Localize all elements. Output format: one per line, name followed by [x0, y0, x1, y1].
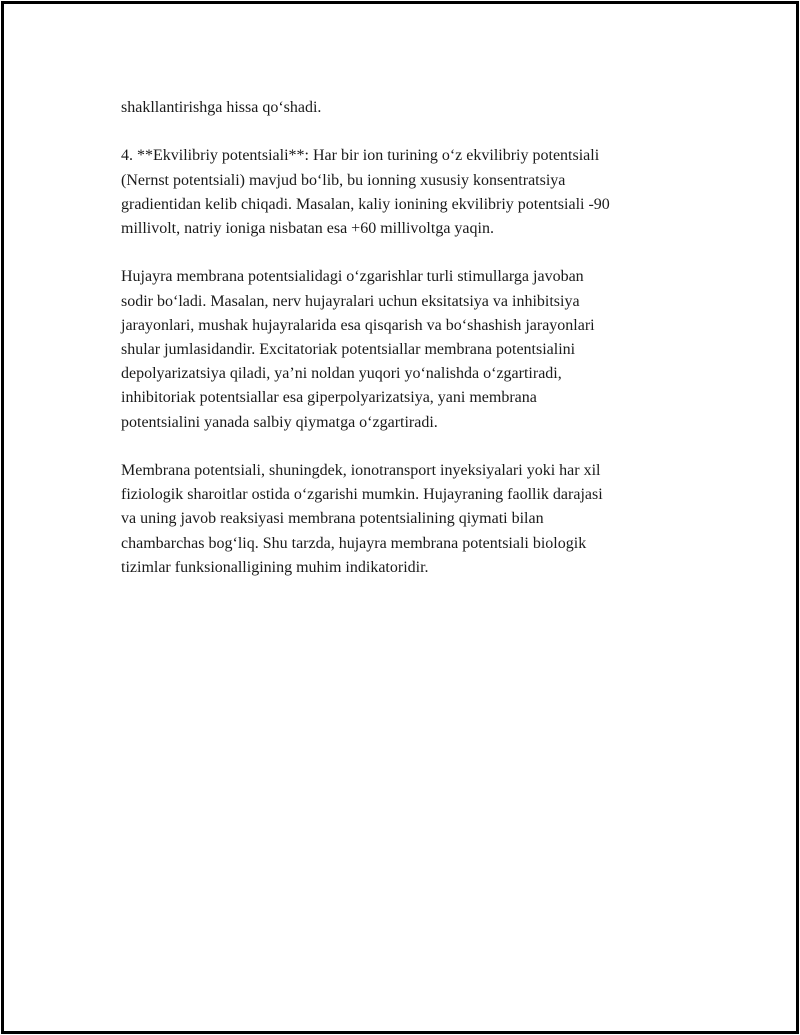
text-line: fiziologik sharoitlar ostida o‘zgarishi mumkin. Hujayraning faollik darajasi	[121, 486, 603, 504]
text-line: gradientidan kelib chiqadi. Masalan, kaliy ionining ekvilibriy potentsiali -90	[121, 195, 610, 213]
page-frame	[1, 1, 799, 1034]
paragraph-equilibrium-potential	[121, 144, 701, 241]
text-line: potentsialini yanada salbiy qiymatga o‘zgartiradi.	[121, 413, 438, 431]
text-line: sodir bo‘ladi. Masalan, nerv hujayralari uchun eksitatsiya va inhibitsiya	[121, 292, 580, 310]
text-line: va uning javob reaksiyasi membrana potentsialining qiymati bilan	[121, 510, 544, 528]
text-line: 4. **Ekvilibriy potentsiali**: Har bir ion turining o‘z ekvilibriy potentsiali	[121, 147, 600, 165]
text-line: tizimlar funksionalligining muhim indikatoridir.	[121, 558, 429, 576]
text-line: shakllantirishga hissa qo‘shadi.	[121, 99, 322, 116]
text-line: (Nernst potentsiali) mavjud bo‘lib, bu ionning xususiy konsentratsiya	[121, 171, 566, 189]
paragraph-conclusion	[121, 459, 701, 580]
text-line: inhibitoriak potentsiallar esa giperpolyarizatsiya, yani membrana	[121, 389, 537, 407]
text-line: jarayonlari, mushak hujayralarida esa qisqarish va bo‘shashish jarayonlari	[121, 316, 595, 334]
text-line: depolyarizatsiya qiladi, ya’ni noldan yuqori yo‘nalishda o‘zgartiradi,	[121, 365, 562, 383]
text-line: shular jumlasidandir. Excitatoriak potentsiallar membrana potentsialini	[121, 341, 576, 358]
document-body	[121, 96, 701, 604]
paragraph-potential-changes	[121, 265, 701, 434]
text-line: Hujayra membrana potentsialidagi o‘zgarishlar turli stimullarga javoban	[121, 268, 584, 286]
text-line: Membrana potentsiali, shuningdek, ionotransport inyeksiyalari yoki har xil	[121, 462, 601, 479]
paragraph-continuation	[121, 96, 701, 120]
text-line: chambarchas bog‘liq. Shu tarzda, hujayra membrana potentsiali biologik	[121, 534, 587, 552]
text-line: millivolt, natriy ioniga nisbatan esa +60 millivoltga yaqin.	[121, 220, 494, 237]
